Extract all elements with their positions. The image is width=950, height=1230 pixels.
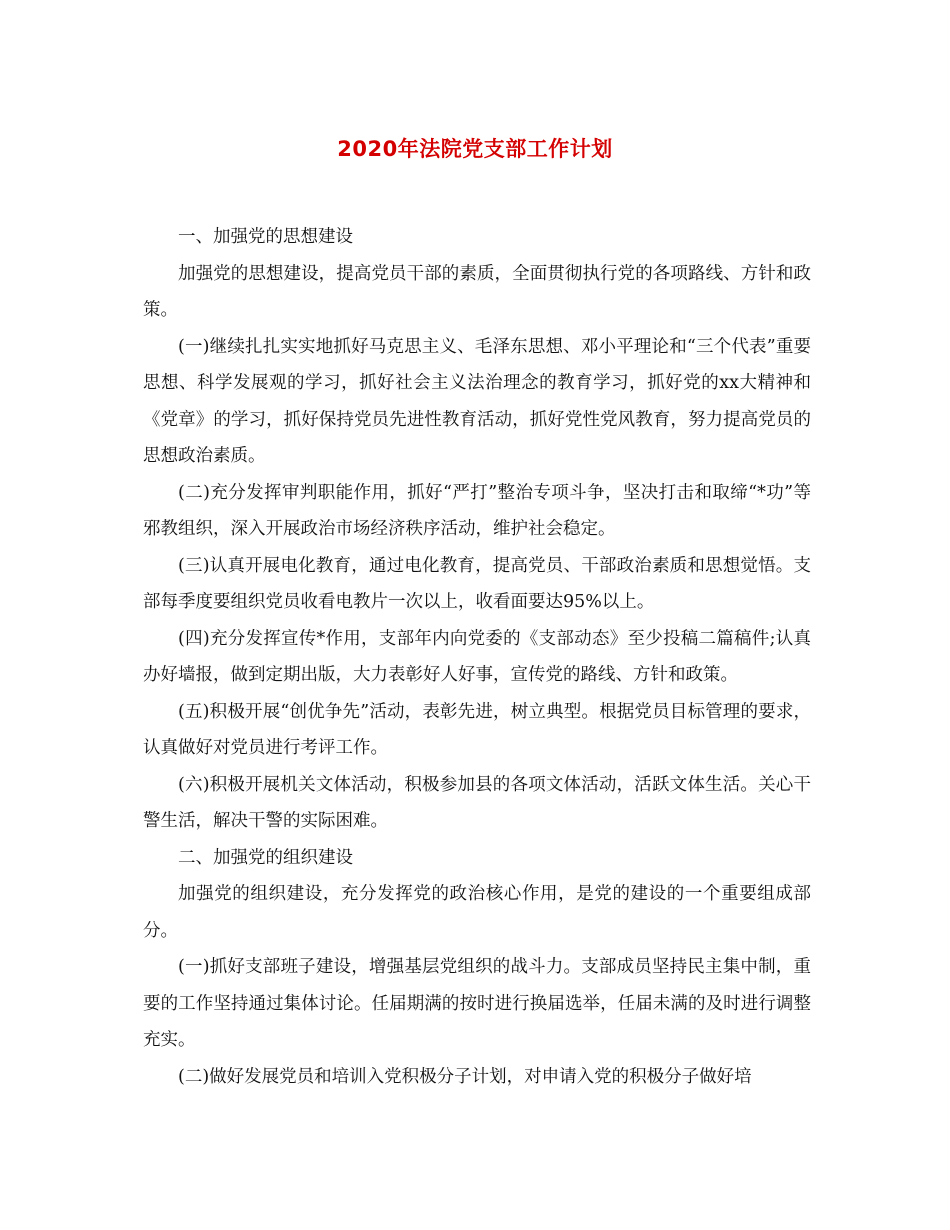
document-title: 2020年法院党支部工作计划 [337,137,613,161]
section-heading-1: 一、加强党的思想建设 [178,227,353,247]
paragraph: 加强党的思想建设，提高党员干部的素质，全面贯彻执行党的各项路线、方针和政策。 [143,263,811,320]
paragraph: 加强党的组织建设，充分发挥党的政治核心作用，是党的建设的一个重要组成部分。 [143,884,811,941]
section-heading-2: 二、加强党的组织建设 [178,847,353,868]
document-body [143,219,811,1095]
paragraph: (二)充分发挥审判职能作用，抓好“严打”整治专项斗争，坚决打击和取缔“*功”等邪教组织，深入开展政治市场经济秩序活动，维护社会稳定。 [143,482,811,539]
paragraph: (一)抓好支部班子建设，增强基层党组织的战斗力。支部成员坚持民主集中制，重要的工作坚持通过集体讨论。任届期满的按时进行换届选举，任届未满的及时进行调整充实。 [143,957,811,1050]
paragraph: (四)充分发挥宣传*作用，支部年内向党委的《支部动态》至少投稿二篇稿件;认真办好墙报，做到定期出版，大力表彰好人好事，宣传党的路线、方针和政策。 [143,628,811,685]
paragraph: (三)认真开展电化教育，通过电化教育，提高党员、干部政治素质和思想觉悟。支部每季度要组织党员收看电教片一次以上，收看面要达95%以上。 [143,555,811,612]
paragraph: (二)做好发展党员和培训入党积极分子计划，对申请入党的积极分子做好培 [178,1066,752,1087]
paragraph: (六)积极开展机关文体活动，积极参加县的各项文体活动，活跃文体生活。关心干警生活，解决干警的实际困难。 [143,774,811,831]
paragraph: (五)积极开展“创优争先”活动，表彰先进，树立典型。根据党员目标管理的要求，认真做好对党员进行考评工作。 [143,701,811,758]
paragraph: (一)继续扎扎实实地抓好马克思主义、毛泽东思想、邓小平理论和“三个代表”重要思想、科学发展观的学习，抓好社会主义法治理念的教育学习，抓好党的xx大精神和《党章》的学习，抓好保持党员先进性教育活动，抓好党性党风教育，努力提高党员的思想政治素质。 [143,336,811,466]
